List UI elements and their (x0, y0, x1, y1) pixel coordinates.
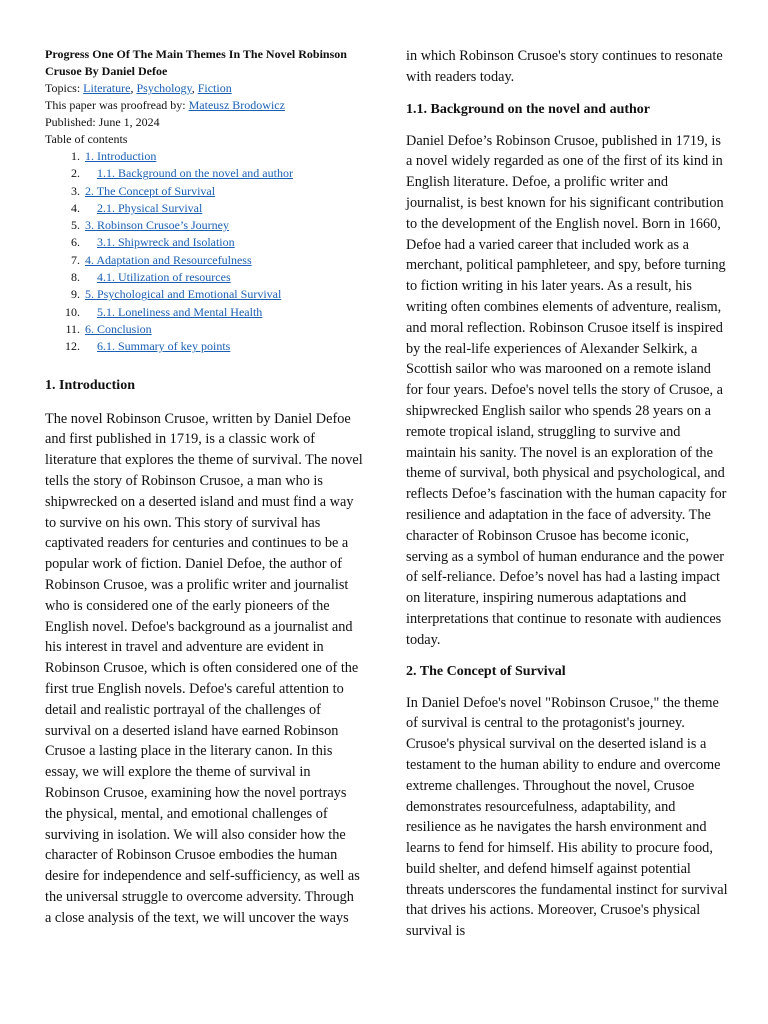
toc-item-number: 1. (71, 149, 80, 163)
toc-item (45, 338, 363, 355)
toc-item (45, 217, 363, 234)
topic-link-fiction[interactable]: Fiction (197, 81, 232, 95)
toc-item-number: 11. (65, 321, 80, 336)
toc-link[interactable]: 2.1. Physical Survival (97, 200, 203, 215)
toc-item-number: 6. (71, 235, 80, 250)
toc-item (45, 269, 363, 286)
toc-link[interactable]: 3. Robinson Crusoe’s Journey (85, 218, 229, 233)
section-heading-introduction: 1. Introduction (45, 377, 135, 393)
section-heading-concept-of-survival: 2. The Concept of Survival (406, 663, 566, 679)
topics-line: Topics: Literature, Psychology, Fiction (45, 81, 232, 95)
toc-link[interactable]: 1. Introduction (85, 149, 157, 163)
toc-item (45, 234, 363, 251)
toc-link[interactable]: 6.1. Summary of key points (97, 339, 231, 354)
toc-link[interactable]: 6. Conclusion (85, 321, 152, 336)
introduction-paragraph: The novel Robinson Crusoe, written by Daniel Defoe and first published in 1719, is a classic work of literature that explores the theme of survival. The novel tells the story of Robinson Crusoe, a man who is shipwrecked on a deserted island and must find a way to survive on his own. This story of survival has captivated readers for centuries and continues to be a popular work of fiction. Daniel Defoe, the author of Robinson Crusoe, was a prolific writer and journalist who is considered one of the early pioneers of the English novel. Defoe's background as a journalist and his interest in travel and adventure are evident in Robinson Crusoe, which is often considered one of the first true English novels. Defoe's careful attention to detail and realistic portrayal of the challenges of survival on a deserted island have earned Robinson Crusoe a lasting place in the literary canon. In this essay, we will explore the theme of survival in Robinson Crusoe, examining how the novel portrays the physical, mental, and emotional challenges of surviving in isolation. We will also consider how the character of Robinson Crusoe embodies the human desire for independence and self-sufficiency, as well as the universal struggle to overcome adversity. Through a close analysis of the text, we will uncover the ways (45, 410, 363, 926)
toc-item-number: 8. (71, 270, 80, 285)
toc-heading: Table of contents (45, 132, 128, 146)
proofread-label: This paper was proofread by: (45, 98, 189, 112)
toc-item-number: 12. (65, 339, 80, 354)
toc-item (45, 286, 363, 303)
toc-link[interactable]: 3.1. Shipwreck and Isolation (97, 235, 235, 250)
toc-link[interactable]: 2. The Concept of Survival (85, 183, 216, 198)
toc-item-number: 2. (71, 166, 80, 181)
toc-item (45, 165, 363, 182)
section-heading-background: 1.1. Background on the novel and author (406, 101, 651, 117)
toc-item (45, 304, 363, 321)
proofreader-link[interactable]: Mateusz Brodowicz (188, 98, 285, 112)
proofread-line (45, 97, 363, 114)
toc-link[interactable]: 4.1. Utilization of resources (97, 270, 231, 285)
left-column (45, 0, 363, 928)
background-paragraph: Daniel Defoe’s Robinson Crusoe, published in 1719, is a novel widely regarded as one of the first of its kind in English literature. Defoe, a prolific writer and journalist, is best known for his significant contribution to the development of the English novel. Born in 1660, Defoe had a varied career that included work as a merchant, political pamphleteer, and spy, before turning to fiction writing in his later years. As a result, his writing often combines elements of adventure, realism, and moral reflection. Robinson Crusoe itself is inspired by the real-life experiences of Alexander Selkirk, a Scottish sailor who was marooned on a remote island for four years. Defoe's novel tells the story of Crusoe, a shipwrecked English sailor who spends 28 years on a remote tropical island, struggling to survive and maintain his sanity. The novel is an exploration of the theme of survival, both physical and psychological, and reflects Defoe’s fascination with the human capacity for resilience and adaptation in the face of adversity. The character of Robinson Crusoe has become iconic, serving as a symbol of human endurance and the power of self-reliance. Defoe’s novel has had a lasting impact on literature, inspiring numerous adaptations and interpretations that continue to resonate with audiences today. (406, 132, 727, 648)
toc-item (45, 183, 363, 200)
introduction-paragraph-continued: in which Robinson Crusoe's story continues to resonate with readers today. (406, 48, 723, 85)
toc-item-number: 3. (71, 183, 80, 198)
toc-item (45, 200, 363, 217)
toc-item-number: 9. (71, 287, 80, 302)
toc-link[interactable]: 1.1. Background on the novel and author (97, 166, 293, 181)
survival-paragraph: In Daniel Defoe's novel "Robinson Crusoe," the theme of survival is central to the protagonist's journey. Crusoe's physical survival on the deserted island is a testament to the human ability to endure and overcome extreme challenges. Throughout the novel, Crusoe demonstrates resourcefulness, adaptability, and resilience as he navigates the harsh environment and learns to fend for himself. His ability to procure food, build shelter, and defend himself against potential threats underscores the fundamental instinct for survival that drives his actions. Moreover, Crusoe's physical survival is (406, 694, 728, 940)
toc-item-number: 4. (71, 200, 80, 215)
toc-item-number: 5. (71, 218, 80, 233)
toc-link[interactable]: 5. Psychological and Emotional Survival (85, 287, 282, 302)
topics-label: Topics: (45, 81, 84, 95)
toc-link[interactable]: 4. Adaptation and Resourcefulness (85, 252, 252, 267)
toc-item (45, 148, 363, 165)
topic-link-literature[interactable]: Literature (83, 81, 131, 95)
toc-item-number: 10. (65, 304, 80, 319)
published-date: Published: June 1, 2024 (45, 115, 160, 129)
page-title: Progress One Of The Main Themes In The Novel Robinson Crusoe By Daniel Defoe (45, 47, 347, 78)
topic-link-psychology[interactable]: Psychology (136, 81, 192, 95)
toc-item-number: 7. (71, 252, 80, 267)
toc-item (45, 252, 363, 269)
table-of-contents (45, 148, 363, 356)
toc-link[interactable]: 5.1. Loneliness and Mental Health (97, 304, 263, 319)
toc-item (45, 321, 363, 338)
right-column (406, 0, 728, 942)
